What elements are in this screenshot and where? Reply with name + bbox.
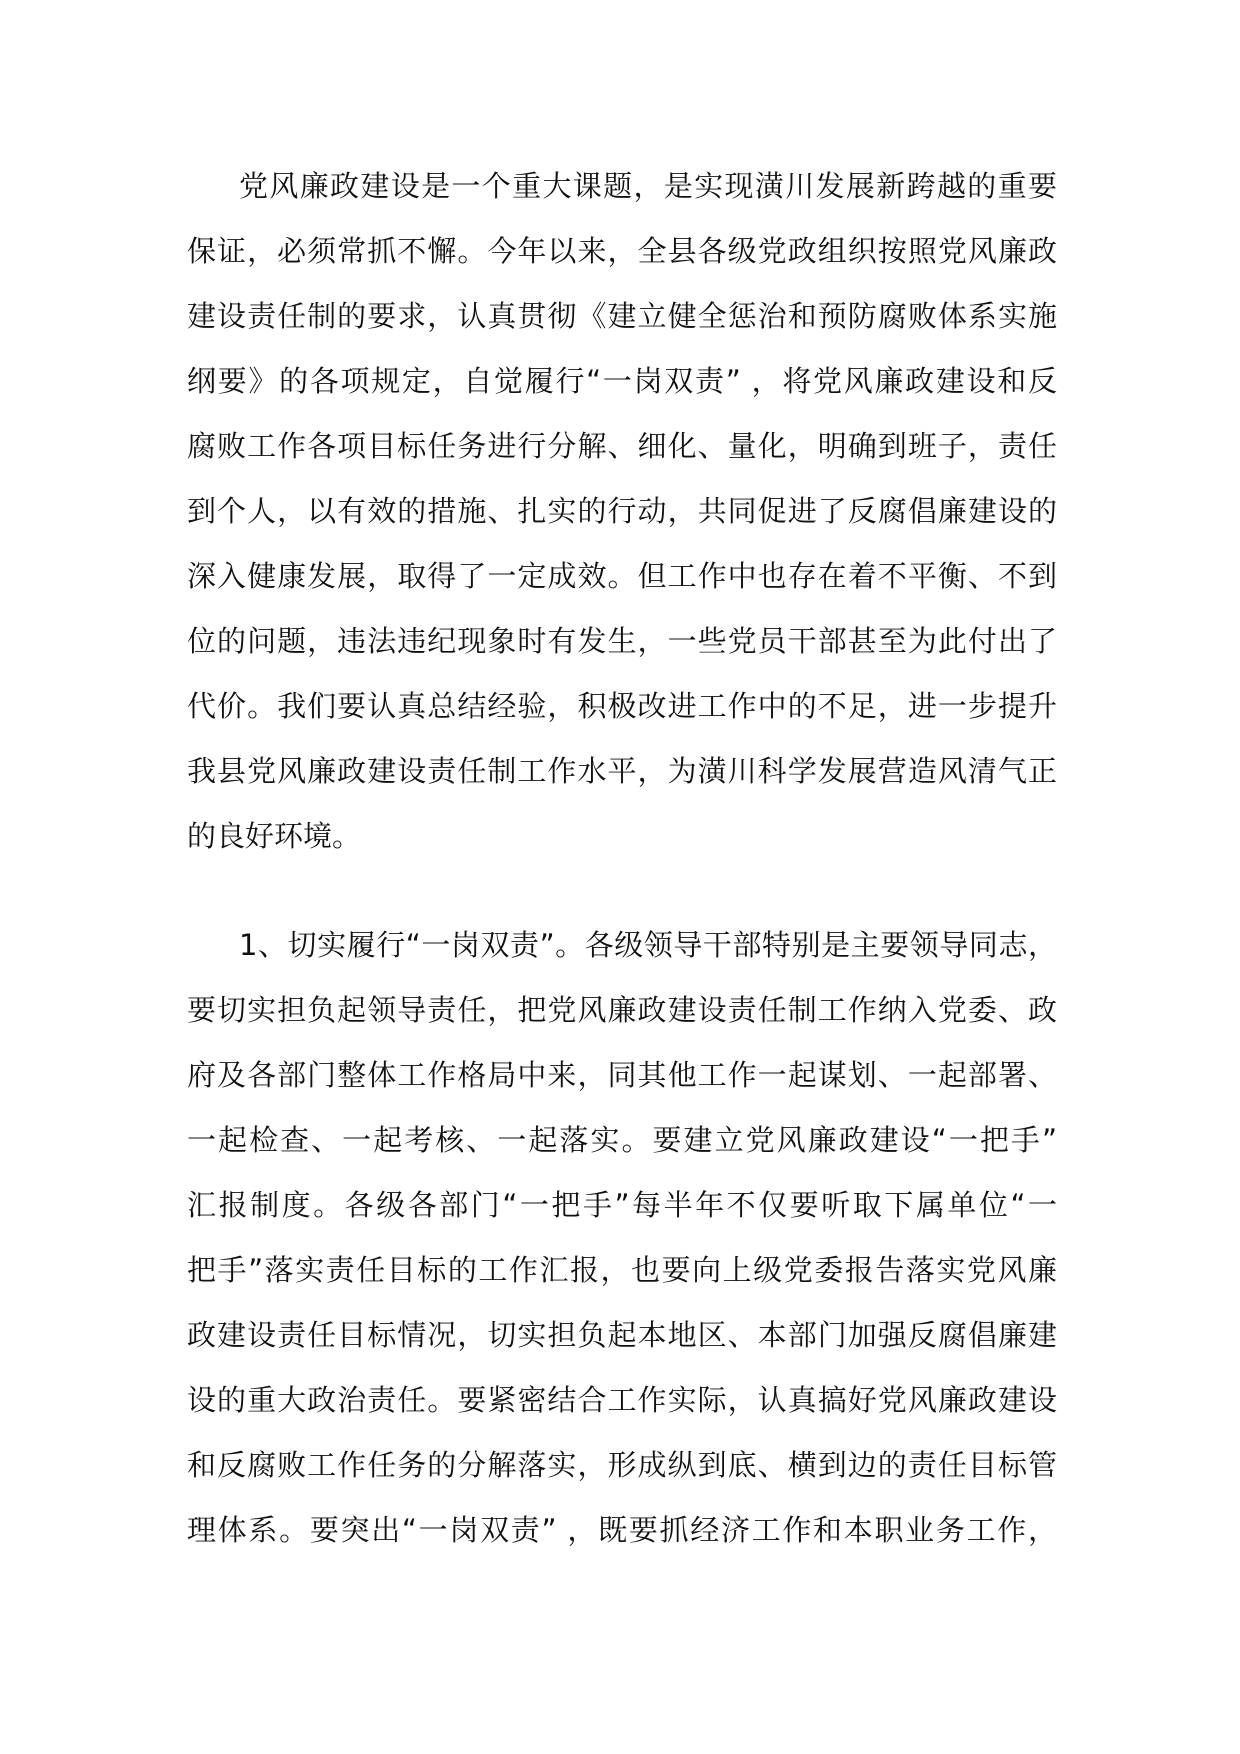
text-line: 党风廉政建设是一个重大课题，是实现潢川发展新跨越的重要	[239, 169, 1057, 203]
text-line: 位的问题，违法违纪现象时有发生，一些党员干部甚至为此付出了	[187, 624, 1057, 658]
text-line: 1、切实履行“一岗双责”。各级领导干部特别是主要领导同志，	[239, 928, 1057, 962]
text-line: 纲要》的各项规定，自觉履行“一岗双责” ，将党风廉政建设和反	[187, 364, 1057, 398]
document-body	[187, 166, 1057, 1575]
text-line: 一起检查、一起考核、一起落实。要建立党风廉政建设“一把手”	[187, 1123, 1057, 1157]
text-line: 政建设责任目标情况，切实担负起本地区、本部门加强反腐倡廉建	[187, 1318, 1057, 1352]
text-line: 要切实担负起领导责任，把党风廉政建设责任制工作纳入党委、政	[187, 993, 1057, 1027]
text-line: 汇报制度。各级各部门“一把手”每半年不仅要听取下属单位“一	[187, 1188, 1057, 1222]
paragraph-spacer	[187, 881, 1057, 925]
text-line: 到个人，以有效的措施、扎实的行动，共同促进了反腐倡廉建设的	[187, 494, 1057, 528]
paragraph-intro	[187, 166, 1057, 881]
text-line: 建设责任制的要求，认真贯彻《建立健全惩治和预防腐败体系实施	[187, 299, 1057, 333]
paragraph-section-1	[187, 925, 1057, 1575]
text-line: 和反腐败工作任务的分解落实，形成纵到底、横到边的责任目标管	[187, 1448, 1057, 1482]
text-line: 深入健康发展，取得了一定成效。但工作中也存在着不平衡、不到	[187, 559, 1057, 593]
text-line: 把手”落实责任目标的工作汇报，也要向上级党委报告落实党风廉	[187, 1253, 1057, 1287]
text-line: 的良好环境。	[187, 819, 362, 853]
text-line: 设的重大政治责任。要紧密结合工作实际，认真搞好党风廉政建设	[187, 1383, 1057, 1417]
text-line: 保证，必须常抓不懈。今年以来，全县各级党政组织按照党风廉政	[187, 234, 1057, 268]
text-line: 理体系。要突出“一岗双责” ，既要抓经济工作和本职业务工作，	[187, 1513, 1057, 1547]
text-line: 代价。我们要认真总结经验，积极改进工作中的不足，进一步提升	[187, 689, 1057, 723]
text-line: 我县党风廉政建设责任制工作水平，为潢川科学发展营造风清气正	[187, 754, 1057, 788]
text-line: 府及各部门整体工作格局中来，同其他工作一起谋划、一起部署、	[187, 1058, 1057, 1092]
text-line: 腐败工作各项目标任务进行分解、细化、量化，明确到班子，责任	[187, 429, 1057, 463]
